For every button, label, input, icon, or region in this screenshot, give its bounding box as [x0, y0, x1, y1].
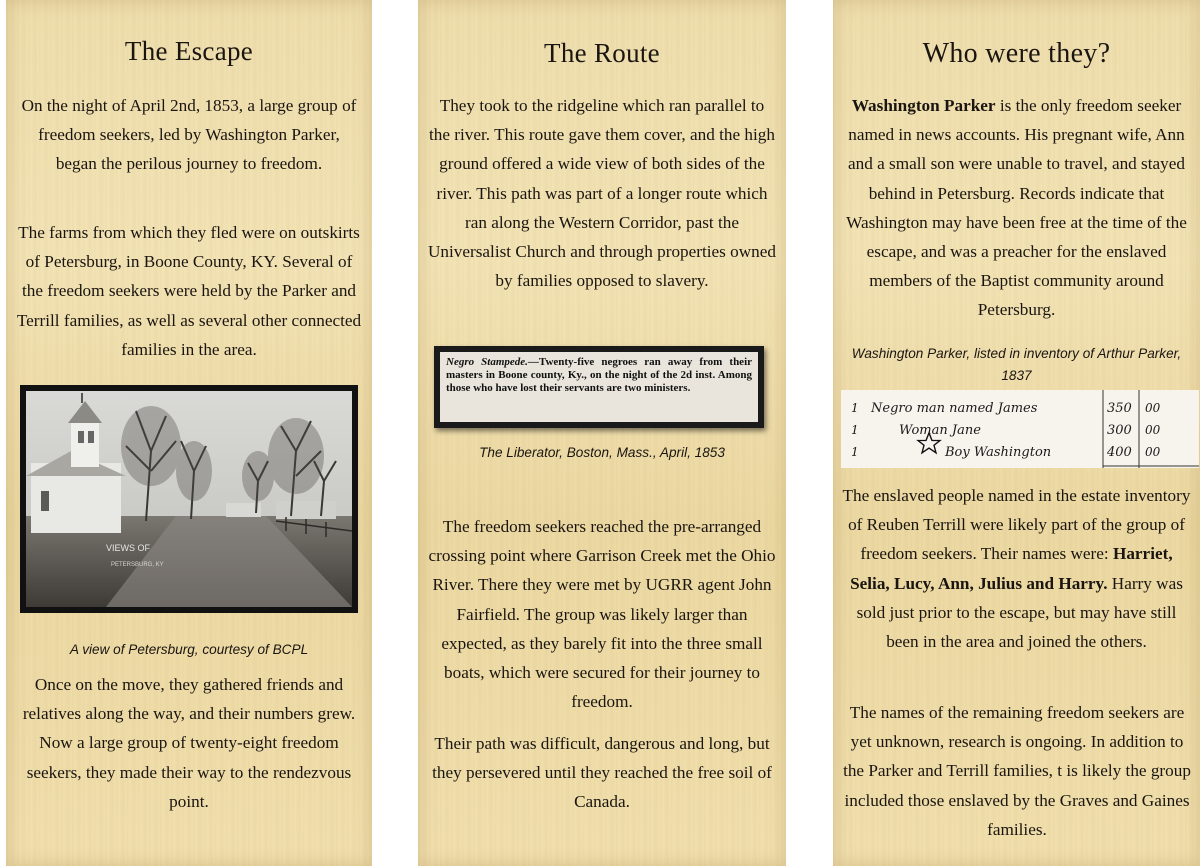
ledger-amount: 300 [1107, 423, 1132, 438]
photo-caption: A view of Petersburg, courtesy of BCPL [69, 642, 309, 657]
ledger-entry: Negro man named James [871, 401, 1038, 416]
ledger-entry: Boy Washington [945, 445, 1052, 460]
paragraph-text: The enslaved people named in the estate inventory of Reuben Terrill were likely part of the group of freedom seekers. Their names were: [842, 486, 1191, 564]
photo-label: PETERSBURG, KY [111, 562, 164, 568]
ledger-count: 1 [851, 401, 859, 415]
ledger-count: 1 [851, 423, 859, 437]
ledger-caption: Washington Parker, listed in inventory of Arthur Parker, 1837 [851, 346, 1182, 383]
ledger-entry: Woman Jane [899, 423, 981, 438]
paragraph: The names of the remaining freedom seekers are yet unknown, research is ongoing. In addition to the Parker and Terrill families, t is likely the group included those enslaved by the Graves and Gaines families. [843, 703, 1191, 839]
panel-the-route [418, 0, 786, 866]
panel-title: The Route [544, 38, 660, 68]
name-washington-parker: Washington Parker [851, 96, 996, 115]
paragraph: The freedom seekers reached the pre-arranged crossing point where Garrison Creek met the Ohio River. There they were met by UGRR agent John Fairfield. The group was likely larger than expected, as they barely fit into the three small boats, which were secured for their journey to freedom. [428, 517, 776, 712]
clipping-body: —Twenty-five negroes ran away from their masters in Boone county, Ky., on the night of the 2d inst. Among those who have lost their servants are two ministers. [446, 356, 753, 394]
paragraph: On the night of April 2nd, 1853, a large group of freedom seekers, led by Washington Parker, began the perilous journey to freedom. [21, 96, 357, 174]
panel-title: Who were they? [922, 38, 1111, 69]
enslaved-names: Harriet, Selia, Lucy, Ann, Julius and Harry. [850, 544, 1173, 593]
ledger-amount: 400 [1107, 445, 1132, 460]
paragraph [841, 91, 1192, 325]
inventory-ledger-image [841, 390, 1199, 468]
paragraph: Once on the move, they gathered friends and relatives along the way, and their numbers grew. Now a large group of twenty-eight freedom seekers, they made their way to the rendezvous point. [22, 675, 356, 811]
paragraph: The farms from which they fled were on outskirts of Petersburg, in Boone County, KY. Several of the freedom seekers were held by the Parker and Terrill families, as well as several other connected families in the area. [16, 223, 362, 359]
ledger-cents: 00 [1145, 423, 1161, 437]
petersburg-photo [20, 385, 358, 613]
clipping-headline: Negro Stampede. [446, 356, 528, 368]
ledger-amount: 350 [1107, 401, 1132, 416]
newspaper-clipping [434, 346, 764, 428]
photo-label: VIEWS OF [106, 543, 151, 553]
panel-the-escape [6, 0, 372, 866]
paragraph: Their path was difficult, dangerous and long, but they persevered until they reached the free soil of Canada. [432, 734, 772, 812]
clipping-caption: The Liberator, Boston, Mass., April, 1853 [479, 445, 725, 460]
panel-title: The Escape [124, 36, 254, 66]
ledger-count: 1 [851, 445, 859, 459]
ledger-cents: 00 [1145, 445, 1161, 459]
paragraph-text: Harry was sold just prior to the escape, but may have still been in the area and joined the others. [856, 573, 1183, 652]
ledger-cents: 00 [1145, 401, 1161, 415]
paragraph: They took to the ridgeline which ran parallel to the river. This route gave them cover, and the high ground offered a wide view of both sides of the river. This path was part of a longer route which ran along the Western Corridor, past the Universalist Church and through properties owned by families opposed to slavery. [428, 96, 776, 291]
panel-who-were-they [833, 0, 1200, 866]
paragraph [841, 481, 1192, 656]
paragraph-text: is the only freedom seeker named in news accounts. His pregnant wife, Ann and a small son were unable to travel, and stayed behind in Petersburg. Records indicate that Washington may have been free at the time of the escape, and was a preacher for the enslaved members of the Baptist community around Petersburg. [846, 96, 1187, 320]
